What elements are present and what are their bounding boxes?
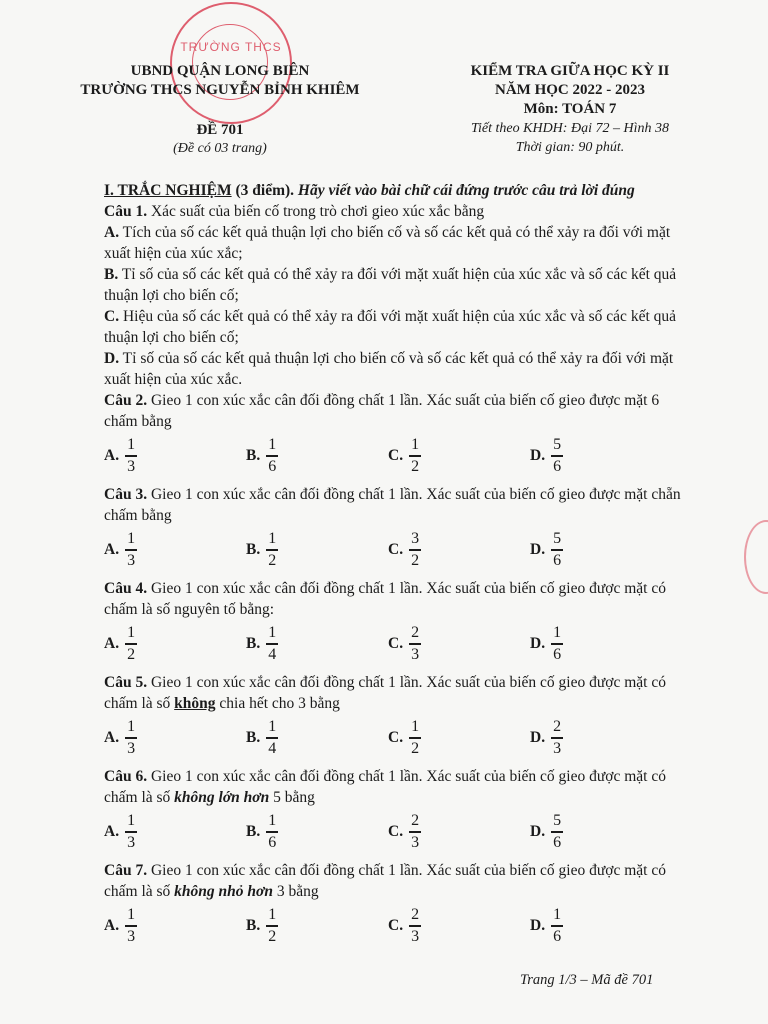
answer-label: D. — [530, 447, 546, 465]
fraction — [125, 436, 137, 475]
numerator: 2 — [411, 906, 420, 924]
denominator: 6 — [553, 551, 562, 569]
answer-b — [246, 718, 388, 757]
answer-label: B. — [246, 729, 261, 747]
option-label: A. — [104, 224, 120, 241]
fraction-bar — [409, 831, 421, 832]
answer-c — [388, 718, 530, 757]
denominator: 2 — [411, 739, 420, 757]
fraction — [125, 906, 137, 945]
fraction-bar — [266, 643, 278, 644]
numerator: 1 — [411, 436, 420, 454]
fraction — [551, 812, 563, 851]
fraction-bar — [266, 455, 278, 456]
question-text: Gieo 1 con xúc xắc cân đối đồng chất 1 lần. Xác suất của biến cố gieo được mặt có chấm là số nguyên tố bằng: — [104, 580, 666, 618]
pages-note: (Đề có 03 trang) — [173, 141, 267, 156]
fraction-bar — [125, 831, 137, 832]
question-text: Gieo 1 con xúc xắc cân đối đồng chất 1 lần. Xác suất của biến cố gieo được mặt có chấm là số — [104, 862, 666, 900]
denominator: 2 — [411, 551, 420, 569]
fraction — [266, 530, 278, 569]
fraction-bar — [551, 737, 563, 738]
question-text: Xác suất của biến cố trong trò chơi gieo xúc xắc bằng — [147, 203, 485, 220]
fraction — [266, 624, 278, 663]
fraction-bar — [409, 925, 421, 926]
numerator: 2 — [411, 812, 420, 830]
fraction — [266, 906, 278, 945]
answer-c — [388, 530, 530, 569]
fraction — [551, 624, 563, 663]
denominator: 3 — [411, 645, 420, 663]
question-label: Câu 4. — [104, 580, 148, 597]
question-label: Câu 5. — [104, 674, 148, 691]
numerator: 1 — [411, 718, 420, 736]
answer-d — [530, 624, 672, 663]
answer-label: D. — [530, 823, 546, 841]
numerator: 1 — [553, 906, 562, 924]
numerator: 5 — [553, 812, 562, 830]
numerator: 1 — [268, 906, 277, 924]
denominator: 3 — [411, 927, 420, 945]
numerator: 2 — [411, 624, 420, 642]
answer-label: B. — [246, 447, 261, 465]
denominator: 3 — [127, 927, 136, 945]
answer-b — [246, 624, 388, 663]
page-footer: Trang 1/3 – Mã đề 701 — [520, 972, 654, 988]
question-1 — [104, 201, 684, 222]
numerator: 1 — [127, 624, 136, 642]
fraction-bar — [125, 455, 137, 456]
district-name: UBND QUẬN LONG BIÊN — [130, 63, 310, 79]
denominator: 2 — [411, 457, 420, 475]
answer-d — [530, 906, 672, 945]
fraction-bar — [551, 455, 563, 456]
denominator: 3 — [127, 457, 136, 475]
fraction — [266, 812, 278, 851]
fraction-bar — [409, 549, 421, 550]
answer-c — [388, 906, 530, 945]
question-text: Gieo 1 con xúc xắc cân đối đồng chất 1 lần. Xác suất của biến cố gieo được mặt có chấm là số — [104, 674, 666, 712]
numerator: 1 — [553, 624, 562, 642]
answer-d — [530, 436, 672, 475]
fraction-bar — [125, 737, 137, 738]
answers-row — [104, 622, 684, 666]
answer-a — [104, 906, 246, 945]
question-4 — [104, 578, 684, 620]
answer-c — [388, 436, 530, 475]
question-text-end: 3 bằng — [272, 883, 319, 900]
fraction — [409, 906, 421, 945]
fraction-bar — [266, 737, 278, 738]
option-a — [104, 222, 684, 264]
denominator: 6 — [553, 927, 562, 945]
denominator: 3 — [127, 833, 136, 851]
answer-label: A. — [104, 447, 120, 465]
fraction-bar — [266, 925, 278, 926]
answer-a — [104, 624, 246, 663]
fraction-bar — [266, 831, 278, 832]
numerator: 1 — [127, 530, 136, 548]
answer-b — [246, 812, 388, 851]
denominator: 3 — [553, 739, 562, 757]
answers-row — [104, 434, 684, 478]
subject: Môn: TOÁN 7 — [523, 101, 617, 117]
question-text-end: 5 bằng — [269, 789, 315, 806]
answers-row — [104, 716, 684, 760]
numerator: 1 — [268, 812, 277, 830]
fraction — [409, 718, 421, 757]
answer-label: A. — [104, 823, 120, 841]
answer-label: C. — [388, 541, 404, 559]
fraction — [266, 436, 278, 475]
emphasis-text: không — [174, 695, 216, 712]
answer-c — [388, 812, 530, 851]
fraction-bar — [409, 455, 421, 456]
question-label: Câu 3. — [104, 486, 148, 503]
fraction — [409, 436, 421, 475]
answer-label: C. — [388, 917, 404, 935]
question-text-end: chia hết cho 3 bằng — [215, 695, 340, 712]
fraction — [125, 718, 137, 757]
denominator: 3 — [127, 739, 136, 757]
emphasis-text: không lớn hơn — [174, 789, 270, 806]
exam-content — [104, 180, 684, 954]
exam-code: ĐỀ 701 — [196, 122, 244, 138]
answer-a — [104, 436, 246, 475]
answer-label: B. — [246, 541, 261, 559]
answer-d — [530, 718, 672, 757]
section-instruction: Hãy viết vào bài chữ cái đứng trước câu trả lời đúng — [297, 182, 635, 199]
question-7 — [104, 860, 684, 902]
option-label: C. — [104, 308, 120, 325]
fraction — [551, 906, 563, 945]
denominator: 2 — [127, 645, 136, 663]
numerator: 5 — [553, 530, 562, 548]
question-text: Gieo 1 con xúc xắc cân đối đồng chất 1 lần. Xác suất của biến cố gieo được mặt chẵn chấm bằng — [104, 486, 681, 524]
answer-c — [388, 624, 530, 663]
answers-row — [104, 904, 684, 948]
stamp-edge-mark — [744, 520, 768, 594]
answers-row — [104, 528, 684, 572]
fraction — [125, 624, 137, 663]
answer-d — [530, 530, 672, 569]
numerator: 1 — [127, 906, 136, 924]
numerator: 1 — [268, 436, 277, 454]
answer-d — [530, 812, 672, 851]
answer-label: A. — [104, 635, 120, 653]
numerator: 5 — [553, 436, 562, 454]
denominator: 6 — [553, 457, 562, 475]
answer-label: B. — [246, 917, 261, 935]
option-text: Tỉ số của số các kết quả có thể xảy ra đối với mặt xuất hiện của xúc xắc và số các kết quả thuận lợi cho biến cố; — [104, 266, 677, 304]
school-year: NĂM HỌC 2022 - 2023 — [495, 82, 645, 98]
answer-label: D. — [530, 729, 546, 747]
fraction — [409, 812, 421, 851]
numerator: 1 — [127, 812, 136, 830]
fraction — [551, 436, 563, 475]
fraction — [409, 530, 421, 569]
question-text: Gieo 1 con xúc xắc cân đối đồng chất 1 lần. Xác suất của biến cố gieo được mặt 6 chấm bằng — [104, 392, 660, 430]
denominator: 6 — [268, 833, 277, 851]
header-left — [60, 62, 380, 157]
question-text: Gieo 1 con xúc xắc cân đối đồng chất 1 lần. Xác suất của biến cố gieo được mặt có chấm là số — [104, 768, 666, 806]
answer-label: A. — [104, 917, 120, 935]
answer-label: B. — [246, 823, 261, 841]
header-right — [410, 62, 730, 157]
answers-row — [104, 810, 684, 854]
option-label: D. — [104, 350, 120, 367]
numerator: 1 — [127, 718, 136, 736]
answer-label: C. — [388, 823, 404, 841]
option-label: B. — [104, 266, 119, 283]
fraction — [409, 624, 421, 663]
denominator: 2 — [268, 551, 277, 569]
fraction-bar — [409, 643, 421, 644]
answer-label: C. — [388, 729, 404, 747]
fraction-bar — [551, 549, 563, 550]
question-label: Câu 1. — [104, 203, 148, 220]
question-6 — [104, 766, 684, 808]
fraction-bar — [551, 831, 563, 832]
fraction-bar — [551, 643, 563, 644]
fraction — [551, 718, 563, 757]
answer-b — [246, 906, 388, 945]
fraction — [266, 718, 278, 757]
question-3 — [104, 484, 684, 526]
answer-label: B. — [246, 635, 261, 653]
numerator: 1 — [127, 436, 136, 454]
option-text: Hiệu của số các kết quả có thể xảy ra đối với mặt xuất hiện của xúc xắc và số các kết quả thuận lợi cho biến cố; — [104, 308, 677, 346]
denominator: 6 — [553, 833, 562, 851]
denominator: 4 — [268, 645, 277, 663]
numerator: 1 — [268, 718, 277, 736]
answer-a — [104, 812, 246, 851]
section-heading — [104, 180, 684, 201]
answer-a — [104, 530, 246, 569]
section-title: I. TRẮC NGHIỆM — [104, 182, 232, 199]
numerator: 2 — [553, 718, 562, 736]
option-b — [104, 264, 684, 306]
fraction-bar — [409, 737, 421, 738]
answer-label: D. — [530, 635, 546, 653]
option-text: Tỉ số của số các kết quả thuận lợi cho biến cố và số các kết quả có thể xảy ra đối với mặt xuất hiện của xúc xắc. — [104, 350, 674, 388]
question-label: Câu 6. — [104, 768, 148, 785]
fraction — [125, 530, 137, 569]
denominator: 6 — [268, 457, 277, 475]
numerator: 3 — [411, 530, 420, 548]
option-d — [104, 348, 684, 390]
emphasis-text: không nhỏ hơn — [174, 883, 273, 900]
option-c — [104, 306, 684, 348]
fraction-bar — [125, 643, 137, 644]
answer-b — [246, 436, 388, 475]
denominator: 4 — [268, 739, 277, 757]
question-5 — [104, 672, 684, 714]
fraction-bar — [125, 549, 137, 550]
periods: Tiết theo KHDH: Đại 72 – Hình 38 — [471, 121, 669, 136]
answer-a — [104, 718, 246, 757]
denominator: 2 — [268, 927, 277, 945]
section-points: (3 điểm). — [231, 182, 298, 199]
option-text: Tích của số các kết quả thuận lợi cho biến cố và số các kết quả có thể xảy ra đối với mặt xuất hiện của xúc xắc; — [104, 224, 671, 262]
answer-label: A. — [104, 729, 120, 747]
numerator: 1 — [268, 624, 277, 642]
answer-label: D. — [530, 541, 546, 559]
answer-label: C. — [388, 447, 404, 465]
duration: Thời gian: 90 phút. — [515, 140, 625, 155]
seal-text: TRƯỜNG THCS — [180, 40, 282, 54]
fraction — [125, 812, 137, 851]
fraction-bar — [125, 925, 137, 926]
question-2 — [104, 390, 684, 432]
answer-label: C. — [388, 635, 404, 653]
fraction-bar — [551, 925, 563, 926]
question-label: Câu 2. — [104, 392, 148, 409]
answer-label: D. — [530, 917, 546, 935]
answer-b — [246, 530, 388, 569]
numerator: 1 — [268, 530, 277, 548]
school-name: TRƯỜNG THCS NGUYỄN BỈNH KHIÊM — [80, 82, 360, 98]
question-label: Câu 7. — [104, 862, 148, 879]
answer-label: A. — [104, 541, 120, 559]
denominator: 3 — [411, 833, 420, 851]
exam-title: KIỂM TRA GIỮA HỌC KỲ II — [470, 63, 670, 79]
denominator: 3 — [127, 551, 136, 569]
denominator: 6 — [553, 645, 562, 663]
fraction — [551, 530, 563, 569]
fraction-bar — [266, 549, 278, 550]
